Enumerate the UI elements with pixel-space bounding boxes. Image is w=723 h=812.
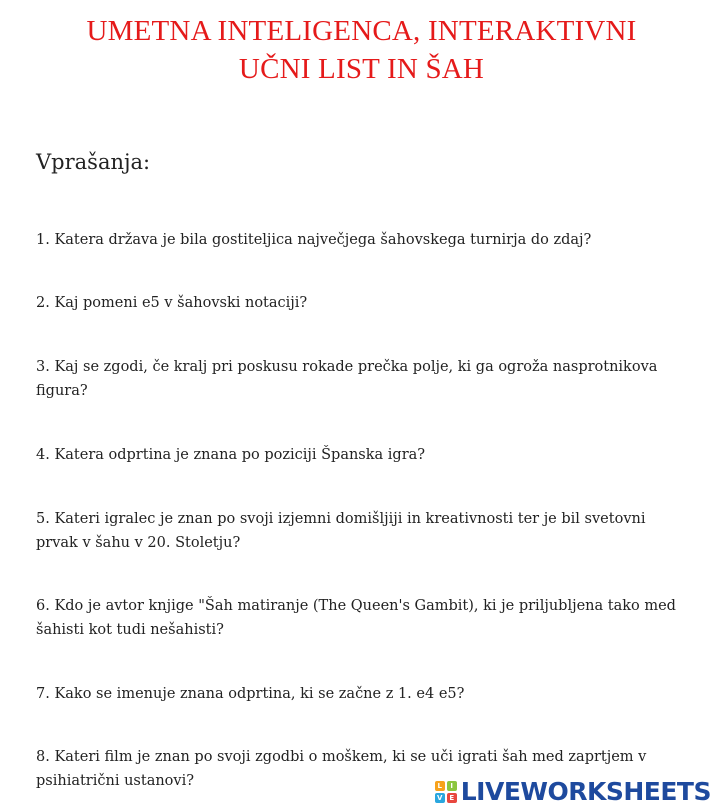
logo-square-i: I (447, 781, 457, 791)
question-2: 2. Kaj pomeni e5 v šahovski notaciji? (36, 295, 308, 311)
questions-heading: Vprašanja: (36, 150, 151, 174)
question-5: 5. Kateri igralec je znan po svoji izjemni domišljiji in kreativnosti ter je bil svetovni prvak v šahu v 20. Stoletju? (36, 511, 646, 551)
question-7: 7. Kako se imenuje znana odprtina, ki se začne z 1. e4 e5? (36, 686, 465, 702)
logo-square-l: L (435, 781, 445, 791)
question-6: 6. Kdo je avtor knjige "Šah matiranje (The Queen's Gambit), ki je priljubljena tako med šahisti kot tudi nešahisti? (36, 598, 676, 638)
question-4: 4. Katera odprtina je znana po poziciji Španska igra? (36, 447, 426, 463)
question-8: 8. Kateri film je znan po svoji zgodbi o moškem, ki se uči igrati šah med zaprtjem v psihiatrični ustanovi? (36, 749, 647, 789)
liveworksheets-logo-icon (435, 781, 457, 803)
question-3: 3. Kaj se zgodi, če kralj pri poskusu rokade prečka polje, ki ga ogroža nasprotnikova figura? (36, 359, 658, 399)
question-1: 1. Katera država je bila gostiteljica največjega šahovskega turnirja do zdaj? (36, 232, 592, 248)
worksheet-title (0, 12, 723, 88)
logo-square-v: V (435, 793, 445, 803)
worksheet-title-line-2: UČNI LIST IN ŠAH (238, 53, 485, 85)
logo-square-e: E (447, 793, 457, 803)
liveworksheets-logo-text: LIVEWORKSHEETS (460, 777, 711, 806)
liveworksheets-logo (435, 777, 711, 806)
worksheet-title-line-1: UMETNA INTELIGENCA, INTERAKTIVNI (86, 15, 637, 47)
